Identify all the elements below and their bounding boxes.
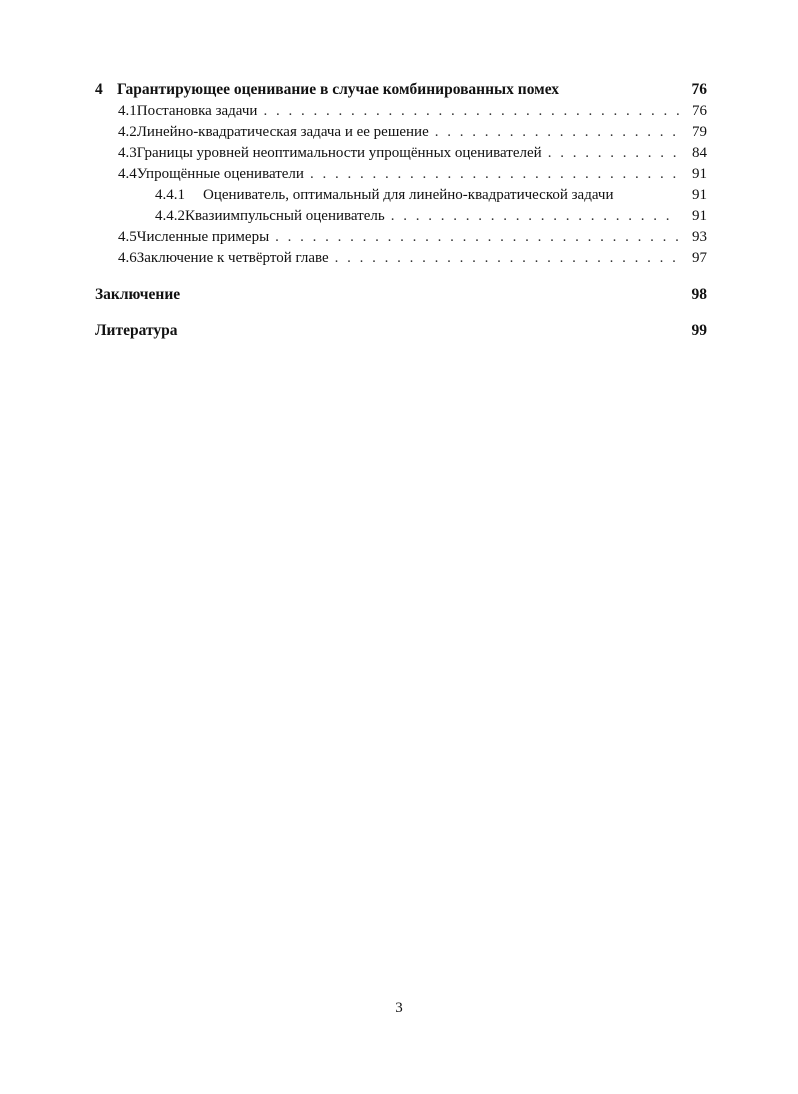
section-title: Заключение к четвёртой главе: [136, 250, 329, 266]
dot-leader: [548, 143, 679, 163]
chapter-number: 4: [95, 81, 103, 98]
dot-leader: [435, 122, 679, 142]
subsection-title: Оцениватель, оптимальный для линейно-квадратической задачи: [203, 187, 614, 203]
section-title: Границы уровней неоптимальности упрощённых оценивателей: [136, 145, 542, 161]
section-number: 4.1: [118, 103, 137, 119]
subsection-title: Квазиимпульсный оцениватель: [185, 208, 385, 224]
section-page: 91: [692, 166, 707, 182]
section-title: Линейно-квадратическая задача и ее решение: [136, 124, 429, 140]
toc-chapter-4[interactable]: [95, 80, 707, 100]
conclusion-page: 98: [691, 286, 707, 303]
toc-section-4-3[interactable]: [95, 143, 707, 163]
section-number: 4.5: [118, 229, 137, 245]
section-title: Численные примеры: [136, 229, 270, 245]
toc-section-4-5[interactable]: [95, 227, 707, 247]
toc-section-4-2[interactable]: [95, 122, 707, 142]
dot-leader: [263, 101, 679, 121]
page-number: 3: [395, 1000, 403, 1016]
references-title: Литература: [95, 322, 178, 339]
conclusion-title: Заключение: [95, 286, 181, 303]
dot-leader: [275, 227, 679, 247]
section-title: Постановка задачи: [136, 103, 258, 119]
section-page: 76: [692, 103, 707, 119]
section-page: 79: [692, 124, 707, 140]
section-page: 93: [692, 229, 707, 245]
subsection-page: 91: [692, 208, 707, 224]
toc-section-4-6[interactable]: [95, 248, 707, 268]
section-number: 4.4: [118, 166, 137, 182]
dot-leader: [335, 248, 679, 268]
section-number: 4.6: [118, 250, 137, 266]
subsection-number: 4.4.1: [155, 187, 185, 203]
subsection-page: 91: [692, 187, 707, 203]
toc-conclusion[interactable]: [95, 285, 707, 305]
toc-subsection-4-4-1[interactable]: [95, 185, 707, 205]
toc-section-4-1[interactable]: [95, 101, 707, 121]
toc-subsection-4-4-2[interactable]: [95, 206, 707, 226]
toc-section-4-4[interactable]: [95, 164, 707, 184]
toc-references[interactable]: [95, 321, 707, 341]
subsection-number: 4.4.2: [155, 208, 185, 224]
section-page: 97: [692, 250, 707, 266]
section-number: 4.3: [118, 145, 137, 161]
section-title: Упрощённые оцениватели: [136, 166, 304, 182]
section-page: 84: [692, 145, 707, 161]
references-page: 99: [691, 322, 707, 339]
dot-leader: [310, 164, 679, 184]
dot-leader: [391, 206, 679, 226]
section-number: 4.2: [118, 124, 137, 140]
chapter-title: Гарантирующее оценивание в случае комбинированных помех: [117, 81, 560, 98]
chapter-page: 76: [691, 81, 707, 98]
